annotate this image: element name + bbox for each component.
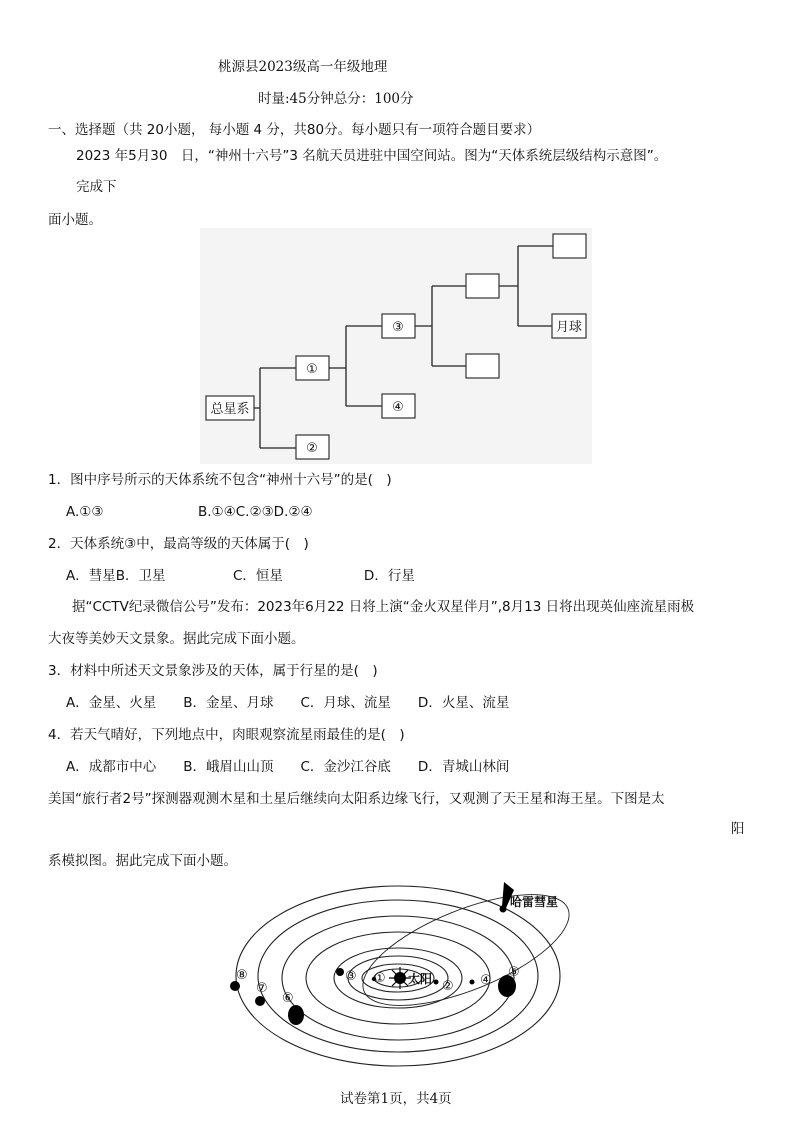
- intro-line-1: 2023 年5月30 日，“神州十六号”3 名航天员进驻中国空间站。图为“天体系统层级结构示意图”。: [76, 148, 668, 164]
- node-moon-label: 月球: [555, 320, 583, 335]
- section-heading: 一、选择题（共 20小题， 每小题 4 分，共80分。每小题只有一项符合题目要求）: [48, 122, 541, 138]
- planet-6: [288, 1005, 304, 1025]
- sun-label: 太阳: [408, 972, 433, 986]
- planet-4: [470, 980, 475, 985]
- intro-line-2: 完成下: [76, 179, 117, 195]
- node-3-label: ③: [392, 320, 404, 335]
- passage3-line2: 阳: [731, 821, 745, 837]
- node-blank-top: [553, 234, 586, 258]
- passage2-line2: 大夜等美妙天文景象。据此完成下面小题。: [48, 631, 305, 647]
- diagram-background: [200, 228, 592, 464]
- q4-options: A．成都市中心 B．峨眉山山顶 C．金沙江谷底 D．青城山林间: [66, 759, 510, 775]
- q1-options: A.①③ B.①④C.②③D.②④: [66, 504, 313, 520]
- node-universe-label: 总星系: [210, 402, 250, 417]
- page-footer: 试卷第1页，共4页: [340, 1091, 452, 1107]
- planet-7-label: ⑦: [256, 981, 268, 996]
- q3-options: A．金星、火星 B．金星、月球 C．月球、流星 D．火星、流星: [66, 695, 510, 711]
- planet-6-label: ⑥: [282, 991, 294, 1006]
- node-blank-upper: [466, 274, 499, 298]
- planet-3-label: ③: [345, 969, 357, 984]
- node-4-label: ④: [392, 400, 404, 415]
- q2-stem: 2．天体系统③中，最高等级的天体属于( ): [48, 536, 309, 552]
- node-blank-lower: [466, 354, 499, 378]
- planet-1-label: ①: [374, 971, 386, 986]
- hierarchy-diagram: [200, 228, 592, 464]
- q3-stem: 3．材料中所述天文景象涉及的天体，属于行星的是( ): [48, 663, 378, 679]
- comet-nucleus-icon: [500, 906, 507, 913]
- node-2-label: ②: [306, 441, 318, 456]
- node-1-label: ①: [306, 362, 318, 377]
- q2-options: A．彗星B．卫星 C．恒星 D．行星: [66, 568, 415, 584]
- exam-title: 桃源县2023级高一年级地理: [218, 59, 388, 75]
- planet-7: [255, 996, 265, 1006]
- planet-3: [336, 968, 344, 976]
- planet-2: [434, 980, 439, 985]
- intro-line-3: 面小题。: [48, 212, 102, 228]
- q4-stem: 4．若天气晴好，下列地点中，肉眼观察流星雨最佳的是( ): [48, 727, 405, 743]
- planet-5-label: ⑤: [508, 965, 520, 980]
- comet-label: 哈雷彗星: [510, 895, 559, 909]
- planet-4-label: ④: [480, 973, 492, 988]
- passage2-line1: 据“CCTV纪录微信公号”发布：2023年6月22 日将上演“金火双星伴月”,8月13 日将出现英仙座流星雨极: [72, 599, 695, 615]
- q1-stem: 1．图中序号所示的天体系统不包含“神州十六号”的是( ): [48, 472, 392, 488]
- solar-system-diagram: [222, 878, 584, 1074]
- passage3-line3: 系模拟图。据此完成下面小题。: [48, 853, 237, 869]
- time-score: 时量:45分钟总分：100分: [258, 91, 414, 107]
- planet-8-label: ⑧: [236, 968, 248, 983]
- planet-2-label: ②: [442, 979, 454, 994]
- passage3-line1: 美国“旅行者2号”探测器观测木星和土星后继续向太阳系边缘飞行，又观测了天王星和海王星。下图是太: [48, 791, 665, 807]
